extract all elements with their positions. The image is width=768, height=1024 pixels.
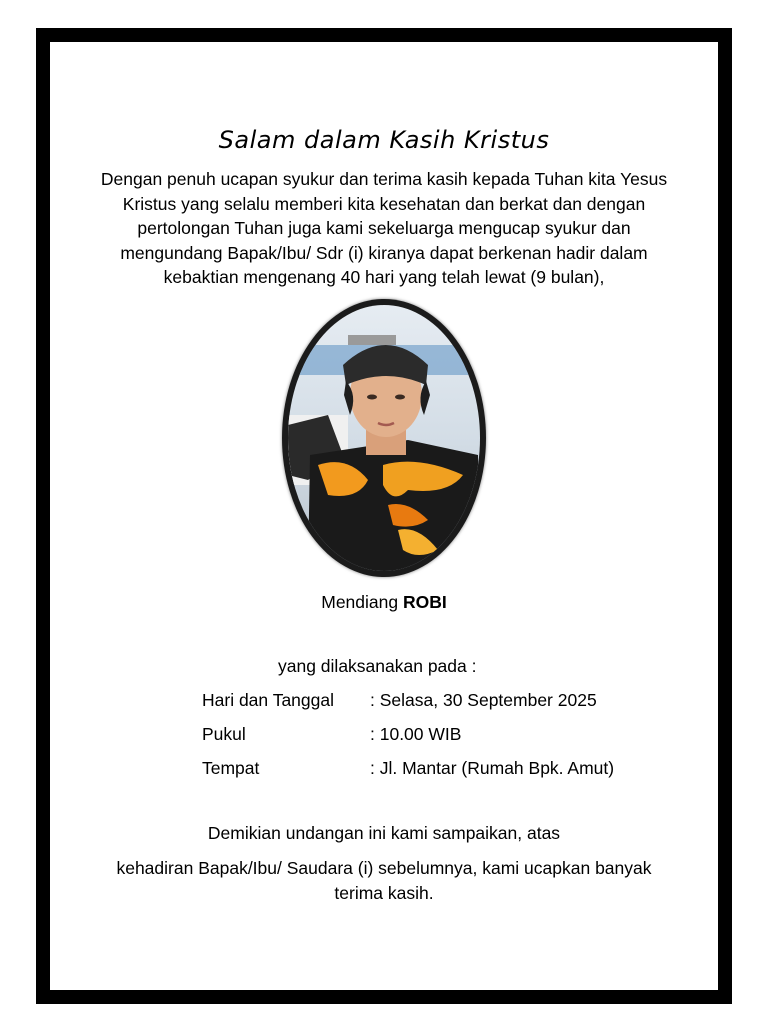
held-on-text: yang dilaksanakan pada : [278, 656, 477, 676]
detail-value: : Jl. Mantar (Rumah Bpk. Amut) [370, 758, 615, 778]
deceased-name: ROBI [403, 592, 447, 612]
deceased-line [0, 592, 768, 613]
invitation-intro: Dengan penuh ucapan syukur dan terima kasih kepada Tuhan kita Yesus Kristus yang selalu memberi kita kesehatan dan berkat dan dengan pertolongan Tuhan juga kami sekeluarga mengucap syukur dan mengundang Bapak/Ibu/ Sdr (i) kiranya dapat berkenan hadir dalam kebaktian mengenang 40 hari yang telah lewat (9 bulan), [100, 169, 668, 287]
detail-label: Hari dan Tanggal [202, 690, 334, 710]
detail-label: Pukul [202, 724, 246, 744]
memorial-photo-frame [282, 299, 486, 577]
detail-label: Tempat [202, 758, 260, 778]
detail-value: : 10.00 WIB [370, 724, 462, 744]
memorial-photo [288, 305, 480, 571]
closing-line-2: kehadiran Bapak/Ibu/ Saudara (i) sebelumnya, kami ucapkan banyak terima kasih. [116, 858, 652, 903]
portrait-image [288, 305, 480, 571]
greeting-title: Salam dalam Kasih Kristus [218, 126, 550, 154]
closing-line-1: Demikian undangan ini kami sampaikan, atas [207, 823, 561, 843]
detail-value: : Selasa, 30 September 2025 [370, 690, 597, 710]
deceased-prefix: Mendiang [321, 592, 399, 612]
